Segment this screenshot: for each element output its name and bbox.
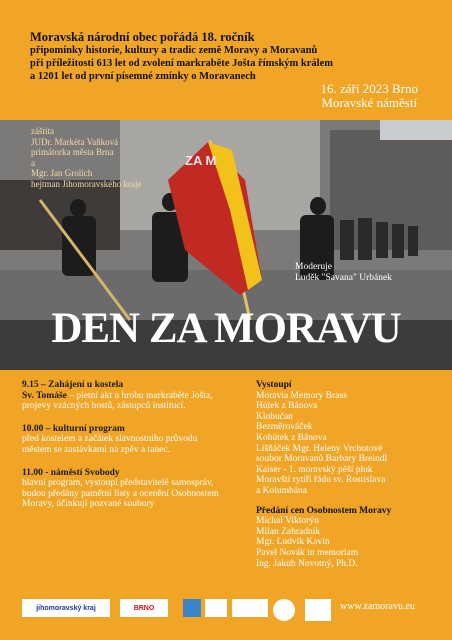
performer-item: Moravia Memory Brass <box>256 390 347 401</box>
sponsor-logo-4 <box>205 599 227 617</box>
moderator-name: Luděk "Savana" Urbánek <box>295 273 392 283</box>
event-date-place <box>321 82 418 110</box>
jmk-logo: jihomoravský kraj <box>22 599 110 617</box>
awards-heading: Předání cen Osobnostem Moravy <box>256 505 392 516</box>
subtitle-line-1: připomínky historie, kultury a tradic země Moravy a Moravanů <box>30 45 318 56</box>
program-time: 9.15 – Zahájení u kostela <box>22 380 124 390</box>
program-item <box>22 424 222 456</box>
sponsor-logo-6 <box>273 599 295 621</box>
brno-logo: BRNO <box>120 599 168 617</box>
performer-item: soubor Moravanů Barbary Breindl <box>256 454 388 465</box>
event-title: DEN ZA MORAVU <box>51 305 401 352</box>
program-time: 10.00 – kulturní program <box>22 423 125 434</box>
patron-2-name: Mgr. Jan Grolich <box>31 168 93 178</box>
award-item: Milan Zahradník <box>256 526 321 537</box>
patron-1-role: primátorka města Brna <box>31 147 114 157</box>
program-item <box>22 468 222 510</box>
svg-text:ZA M: ZA M <box>185 153 217 168</box>
sponsor-logo-3 <box>183 599 201 617</box>
program-item <box>22 380 222 412</box>
award-item: Michal Viktorýn <box>256 516 319 527</box>
program-place: Sv. Tomáše <box>22 390 67 401</box>
organizer-line: Moravská národní obec pořádá 18. ročník <box>30 30 255 44</box>
program-time: 11.00 - náměstí Svobody <box>22 467 120 478</box>
performers-heading: Vystoupí <box>256 380 292 390</box>
moderator-label: Moderuje <box>295 262 332 272</box>
award-item: Pavel Novák in memoriam <box>256 547 359 558</box>
performer-item: Moravští rytíři řádu sv. Rostislava <box>256 475 386 486</box>
moravian-coat-of-arms-logo <box>305 599 331 621</box>
performer-item: a Kolumbána <box>256 485 307 496</box>
header-band <box>0 0 452 120</box>
performer-item: Kohútek z Bánova <box>256 432 327 443</box>
sponsor-logo-5 <box>232 599 268 617</box>
patron-2-role: hejtman Jihomoravského kraje <box>31 178 142 189</box>
award-item: Mgr. Ludvík Kavín <box>256 537 330 548</box>
performers-column <box>256 380 446 569</box>
subtitle-line-2: při příležitosti 613 let od zvolení markraběte Jošta římským králem <box>30 58 333 69</box>
patron-1-name: JUDr. Markéta Vaňková <box>31 136 119 147</box>
patronage-and: a <box>31 157 35 168</box>
patronage-label: záštita <box>31 126 54 136</box>
subtitle-line-3: a 1201 let od první písemné zmínky o Moravanech <box>30 71 256 82</box>
program-desc: hlavní program, vystoupí představitelé samospráv, budou předány pamětní listy a ocenění Osobnostem Moravy, účinkují pozvané soubory <box>22 478 219 510</box>
awards-block <box>256 506 446 570</box>
patronage-block <box>31 126 141 189</box>
program-desc: – pietní akt u hrobu markraběte Jošta, projevy vzácných hostů, zástupců institucí. <box>22 390 213 412</box>
performer-item: Bezměrováček <box>256 422 313 433</box>
moderator-block <box>295 262 392 284</box>
program-schedule <box>22 380 222 522</box>
performer-item: Líšňáček Mgr. Heleny Vrchotové <box>256 443 383 454</box>
performer-item: Klobučan <box>256 411 293 422</box>
performer-item: Kaiser - 1. moravský pěší pluk <box>256 464 373 475</box>
award-item: Ing. Jakub Novotný, Ph.D. <box>256 558 358 569</box>
performer-item: Hútek z Bánova <box>256 401 318 412</box>
event-date: 16. září 2023 Brno <box>320 81 418 96</box>
program-desc: před kostelem a začátek slavnostního průvodu městem se zastávkami na zpěv a tanec. <box>22 434 198 455</box>
event-place: Moravské náměstí <box>321 95 418 110</box>
website-link[interactable]: www.zamoravu.eu <box>340 601 415 612</box>
